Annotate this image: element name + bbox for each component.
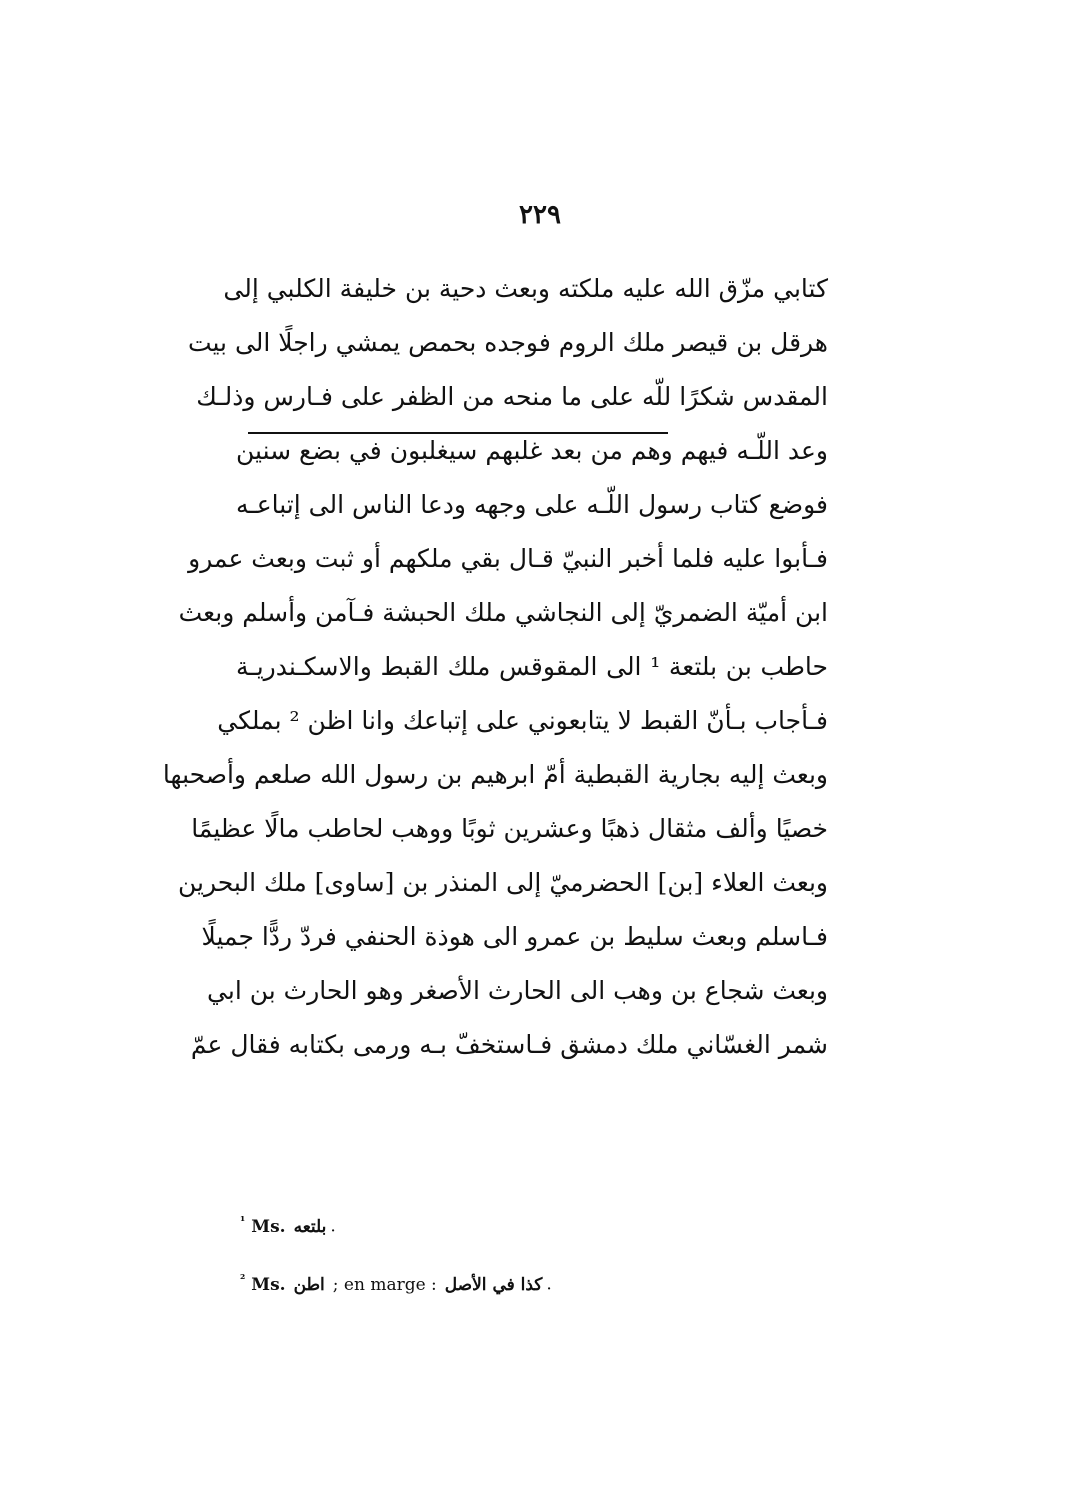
footnote-number: ² (240, 1272, 246, 1286)
text-line: فـأجاب بـأنّ القبط لا يتابعوني على إتباعك وانا اظن ² بملكي (217, 706, 828, 735)
text-line: خصيًا وألف مثقال ذهبًا وعشرين ثوبًا ووهب لحاطب مالًا عظيمًا (191, 814, 828, 843)
page-number: ٢٢٩ (519, 200, 561, 230)
footnote-ms: Ms. (251, 1216, 286, 1237)
text-line: فوضع كتاب رسول اللّـه على وجهه ودعا الناس الى إتباعـه (236, 490, 828, 519)
footnote-arabic: اطن (293, 1274, 325, 1295)
footnote-number: ¹ (240, 1214, 246, 1228)
main-text (162, 262, 828, 1072)
footnote-end: . (330, 1216, 336, 1237)
text-line: هرقل بن قيصر ملك الروم فوجده بحمص يمشي راجلًا الى بيت (187, 328, 828, 357)
text-line: وبعث شجاع بن وهب الى الحارث الأصغر وهو الحارث بن ابي (207, 976, 828, 1005)
text-line: وبعث العلاء [بن] الحضرميّ إلى المنذر بن [ساوى] ملك البحرين (178, 868, 828, 897)
footnote-ms: Ms. (251, 1274, 286, 1295)
footnote-end: . (546, 1274, 552, 1295)
text-line: وعد اللّـه فيهم وهم من بعد غلبهم سيغلبون في بضع سنين (236, 436, 828, 465)
footnote-arabic: بلتعه (293, 1216, 327, 1237)
text-line: فـأبوا عليه فلما أخبر النبيّ قـال بقي ملكهم أو ثبت وبعث عمرو (188, 544, 828, 573)
footnote-2 (240, 1264, 840, 1322)
text-line: ابن أميّة الضمريّ إلى النجاشي ملك الحبشة فـآمن وأسلم وبعث (178, 598, 828, 627)
footnote-1 (240, 1206, 840, 1264)
text-line: حاطب بن بلتعة ¹ الى المقوقس ملك القبط والاسكـندريـة (236, 652, 828, 681)
footnote-note: ; en marge : (332, 1274, 437, 1295)
text-line: وبعث إليه بجارية القبطية أمّ ابرهيم بن رسول الله صلعم وأصحبها (162, 760, 828, 789)
text-line: المقدس شكرًا للّه على ما منحه من الظفر على فـارس وذلـك (196, 382, 828, 411)
underline-divider (248, 432, 668, 434)
text-line: كتابي مزّق الله عليه ملكته وبعث دحية بن خليفة الكلبي إلى (223, 274, 828, 303)
text-line: شمر الغسّاني ملك دمشق فـاستخفّ بـه ورمى بكتابه فقال عمّ (190, 1030, 828, 1059)
footnotes (240, 1206, 840, 1322)
footnote-arabic-margin: كذا في الأصل (444, 1274, 543, 1295)
text-line: فـاسلم وبعث سليط بن عمرو الى هوذة الحنفي فردّ ردًّا جميلًا (201, 922, 828, 951)
